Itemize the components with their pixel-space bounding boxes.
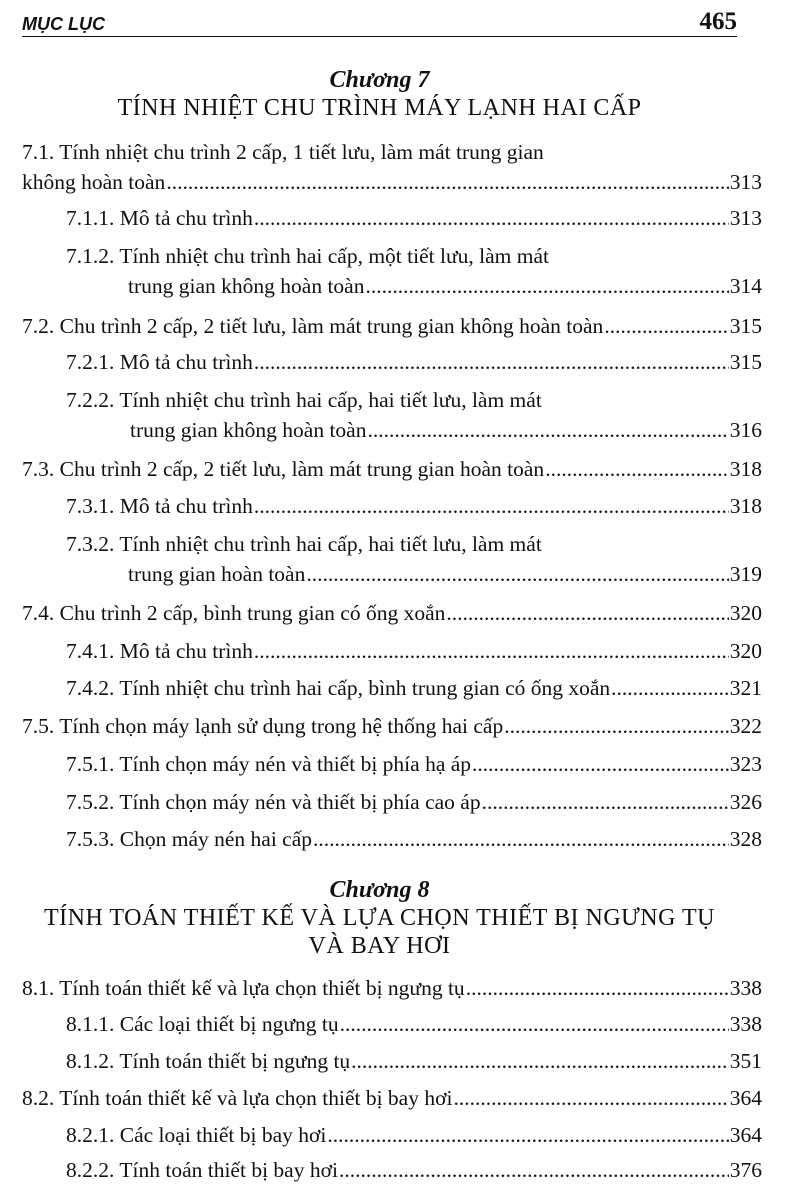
entry-title: 8.1. Tính toán thiết kế và lựa chọn thiết bị ngưng tụ <box>22 976 465 1000</box>
toc-entry[interactable] <box>66 1155 762 1185</box>
dot-leader <box>313 824 729 854</box>
entry-page: 326 <box>729 790 762 814</box>
entry-page: 315 <box>729 350 762 374</box>
entry-title: 7.5. Tính chọn máy lạnh sử dụng trong hệ thống hai cấp <box>22 714 504 738</box>
entry-title: 7.4. Chu trình 2 cấp, bình trung gian có ống xoắn <box>22 601 446 625</box>
entry-title: 7.4.2. Tính nhiệt chu trình hai cấp, bình trung gian có ống xoắn <box>66 676 611 700</box>
toc-entry[interactable] <box>66 787 762 817</box>
entry-page: 328 <box>729 827 762 851</box>
dot-leader <box>446 598 728 628</box>
toc-entry[interactable] <box>66 491 762 521</box>
entry-page: 364 <box>729 1123 762 1147</box>
entry-page: 338 <box>729 976 762 1000</box>
chapter-title-line: TÍNH TOÁN THIẾT KẾ VÀ LỰA CHỌN THIẾT BỊ NGƯNG TỤ <box>43 905 715 931</box>
entry-title: 8.2.1. Các loại thiết bị bay hơi <box>66 1123 327 1147</box>
dot-leader <box>545 454 729 484</box>
toc-entry[interactable] <box>66 749 762 779</box>
dot-leader <box>604 311 728 341</box>
dot-leader <box>504 711 729 741</box>
entry-title: trung gian không hoàn toàn <box>128 274 365 298</box>
entry-title: trung gian không hoàn toàn <box>130 418 367 442</box>
dot-leader <box>254 347 729 377</box>
toc-entry[interactable] <box>22 1083 762 1113</box>
entry-title: 7.3. Chu trình 2 cấp, 2 tiết lưu, làm mát trung gian hoàn toàn <box>22 457 545 481</box>
dot-leader <box>365 271 728 301</box>
dot-leader <box>166 167 728 197</box>
entry-title: 8.2.2. Tính toán thiết bị bay hơi <box>66 1158 338 1182</box>
chapter-label: Chương 7 <box>329 67 430 93</box>
toc-entry[interactable] <box>66 1009 762 1039</box>
toc-entry[interactable] <box>22 311 762 341</box>
dot-leader <box>306 559 728 589</box>
dot-leader <box>254 491 729 521</box>
entry-title-line: 7.1. Tính nhiệt chu trình 2 cấp, 1 tiết lưu, làm mát trung gian <box>22 140 544 164</box>
toc-entry[interactable] <box>66 241 762 301</box>
entry-title: 7.1.1. Mô tả chu trình <box>66 206 253 230</box>
toc-entry[interactable] <box>66 1046 762 1076</box>
toc-entry[interactable] <box>22 973 762 1003</box>
toc-entry[interactable] <box>66 529 762 589</box>
toc-entry[interactable] <box>66 203 762 233</box>
toc-entry[interactable] <box>66 347 762 377</box>
entry-title-line: 7.3.2. Tính nhiệt chu trình hai cấp, hai tiết lưu, làm mát <box>66 532 542 556</box>
dot-leader <box>351 1046 729 1076</box>
dot-leader <box>254 203 729 233</box>
entry-page: 322 <box>729 714 762 738</box>
page-number: 465 <box>699 8 737 35</box>
entry-title: 7.4.1. Mô tả chu trình <box>66 639 253 663</box>
toc-entry[interactable] <box>66 385 762 445</box>
dot-leader <box>611 673 729 703</box>
entry-title: 7.2. Chu trình 2 cấp, 2 tiết lưu, làm mát trung gian không hoàn toàn <box>22 314 604 338</box>
chapter-heading <box>22 66 737 122</box>
toc-entry[interactable] <box>66 824 762 854</box>
toc-entry[interactable] <box>66 1120 762 1150</box>
toc-entry[interactable] <box>66 636 762 666</box>
entry-title: không hoàn toàn <box>22 170 166 194</box>
entry-page: 351 <box>729 1049 762 1073</box>
toc-entry[interactable] <box>22 137 762 197</box>
dot-leader <box>254 636 729 666</box>
entry-title: 8.1.2. Tính toán thiết bị ngưng tụ <box>66 1049 351 1073</box>
entry-page: 313 <box>729 206 762 230</box>
chapter-heading <box>22 876 737 960</box>
entry-page: 318 <box>729 457 762 481</box>
entry-title: 7.5.3. Chọn máy nén hai cấp <box>66 827 313 851</box>
entry-page: 313 <box>729 170 762 194</box>
dot-leader <box>339 1155 729 1185</box>
entry-page: 376 <box>729 1158 762 1182</box>
dot-leader <box>466 973 729 1003</box>
entry-page: 316 <box>729 418 762 442</box>
entry-page: 320 <box>729 601 762 625</box>
entry-title: 7.2.1. Mô tả chu trình <box>66 350 253 374</box>
entry-page: 319 <box>729 562 762 586</box>
toc-entry[interactable] <box>66 673 762 703</box>
dot-leader <box>367 415 728 445</box>
chapter-title: TÍNH NHIỆT CHU TRÌNH MÁY LẠNH HAI CẤP <box>117 95 642 121</box>
dot-leader <box>327 1120 728 1150</box>
entry-title: 8.1.1. Các loại thiết bị ngưng tụ <box>66 1012 339 1036</box>
dot-leader <box>340 1009 729 1039</box>
entry-title: 7.3.1. Mô tả chu trình <box>66 494 253 518</box>
entry-page: 364 <box>729 1086 762 1110</box>
dot-leader <box>453 1083 728 1113</box>
entry-page: 320 <box>729 639 762 663</box>
entry-title: 7.5.1. Tính chọn máy nén và thiết bị phía hạ áp <box>66 752 472 776</box>
entry-title: 7.5.2. Tính chọn máy nén và thiết bị phía cao áp <box>66 790 481 814</box>
chapter-label: Chương 8 <box>329 877 430 903</box>
running-header <box>22 8 737 37</box>
toc-entry[interactable] <box>22 454 762 484</box>
entry-title-line: 7.1.2. Tính nhiệt chu trình hai cấp, một tiết lưu, làm mát <box>66 244 549 268</box>
section-title: MỤC LỤC <box>22 14 105 34</box>
toc-entry[interactable] <box>22 598 762 628</box>
entry-page: 318 <box>729 494 762 518</box>
entry-title: 8.2. Tính toán thiết kế và lựa chọn thiết bị bay hơi <box>22 1086 453 1110</box>
dot-leader <box>482 787 729 817</box>
entry-page: 314 <box>729 274 762 298</box>
entry-page: 315 <box>729 314 762 338</box>
entry-title: trung gian hoàn toàn <box>128 562 306 586</box>
chapter-title-line: VÀ BAY HƠI <box>308 933 451 959</box>
entry-title-line: 7.2.2. Tính nhiệt chu trình hai cấp, hai tiết lưu, làm mát <box>66 388 542 412</box>
dot-leader <box>472 749 729 779</box>
entry-page: 323 <box>729 752 762 776</box>
toc-entry[interactable] <box>22 711 762 741</box>
entry-page: 338 <box>729 1012 762 1036</box>
entry-page: 321 <box>729 676 762 700</box>
